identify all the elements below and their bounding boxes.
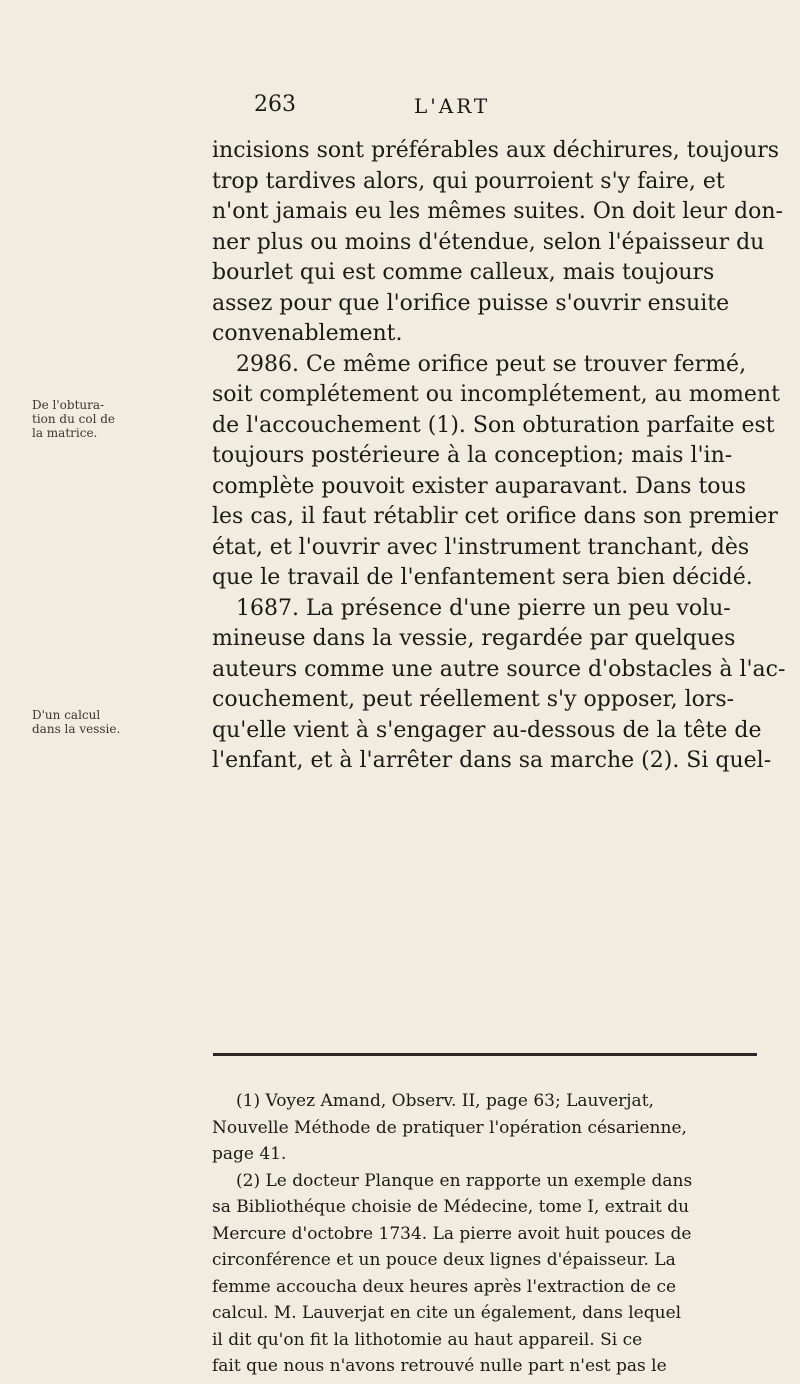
footnote-line: calcul. M. Lauverjat en cite un également, dans lequel	[212, 1303, 682, 1323]
footnote-separator	[213, 1053, 757, 1056]
body-line: qu'elle vient à s'engager au-dessous de la tête de	[212, 717, 762, 743]
body-line: bourlet qui est comme calleux, mais toujours	[212, 260, 715, 285]
margin-note-line: la matrice.	[32, 426, 98, 440]
footnotes	[212, 1088, 760, 1380]
paragraph-2986-start: 2986. Ce même orifice peut se trouver fermé,	[236, 351, 747, 377]
body-line: l'enfant, et à l'arrêter dans sa marche (2). Si quel-	[212, 748, 772, 773]
footnote-1-start: (1) Voyez Amand, Observ. II, page 63; Lauverjat,	[236, 1091, 654, 1111]
page-header	[0, 92, 800, 122]
footnote-line: fait que nous n'avons retrouvé nulle part n'est pas le	[212, 1356, 667, 1376]
body-line: assez pour que l'orifice puisse s'ouvrir ensuite	[212, 290, 730, 316]
footnote-line: Mercure d'octobre 1734. La pierre avoit huit pouces de	[212, 1223, 692, 1244]
body-line: n'ont jamais eu les mêmes suites. On doit leur don-	[212, 199, 783, 224]
body-line: trop tardives alors, qui pourroient s'y faire, et	[212, 168, 725, 194]
page-number: 263	[254, 92, 296, 117]
footnote-line: Nouvelle Méthode de pratiquer l'opération césarienne,	[212, 1117, 687, 1138]
body-line: soit complétement ou incomplétement, au moment	[212, 382, 780, 407]
paragraph-1687-start: 1687. La présence d'une pierre un peu volu-	[236, 595, 731, 621]
body-line: auteurs comme une autre source d'obstacles à l'ac-	[212, 656, 786, 682]
margin-note-line: D'un calcul	[32, 708, 101, 722]
body-line: que le travail de l'enfantement sera bien décidé.	[212, 565, 753, 590]
footnote-line: il dit qu'on fit la lithotomie au haut appareil. Si ce	[212, 1329, 643, 1350]
running-title: L'ART	[414, 94, 491, 118]
body-line: état, et l'ouvrir avec l'instrument tranchant, dès	[212, 534, 750, 560]
footnote-2-start: (2) Le docteur Planque en rapporte un exemple dans	[236, 1170, 693, 1191]
margin-note-line: tion du col de	[32, 412, 116, 426]
body-line: les cas, il faut rétablir cet orifice dans son premier	[212, 504, 778, 529]
body-line: mineuse dans la vessie, regardée par quelques	[212, 626, 736, 651]
body-line: couchement, peut réellement s'y opposer, lors-	[212, 687, 735, 712]
body-line: convenablement.	[212, 321, 403, 346]
margin-note-obturation	[32, 398, 122, 440]
footnote-line: femme accoucha deux heures après l'extraction de ce	[212, 1276, 677, 1297]
body-line: ner plus ou moins d'étendue, selon l'épaisseur du	[212, 229, 765, 255]
body-line: toujours postérieure à la conception; mais l'in-	[212, 443, 733, 468]
footnote-line: sa Bibliothéque choisie de Médecine, tome I, extrait du	[212, 1197, 690, 1217]
body-line: complète pouvoit exister auparavant. Dans tous	[212, 473, 746, 499]
margin-note-line: dans la vessie.	[32, 722, 121, 736]
margin-note-calcul	[32, 708, 122, 736]
body-line: de l'accouchement (1). Son obturation parfaite est	[212, 412, 775, 438]
footnote-line: circonférence et un pouce deux lignes d'épaisseur. La	[212, 1250, 676, 1270]
margin-note-line: De l'obtura-	[32, 398, 105, 412]
body-text	[212, 136, 786, 777]
footnote-line: page 41.	[212, 1144, 287, 1164]
body-line: incisions sont préférables aux déchirures, toujours	[212, 138, 780, 163]
